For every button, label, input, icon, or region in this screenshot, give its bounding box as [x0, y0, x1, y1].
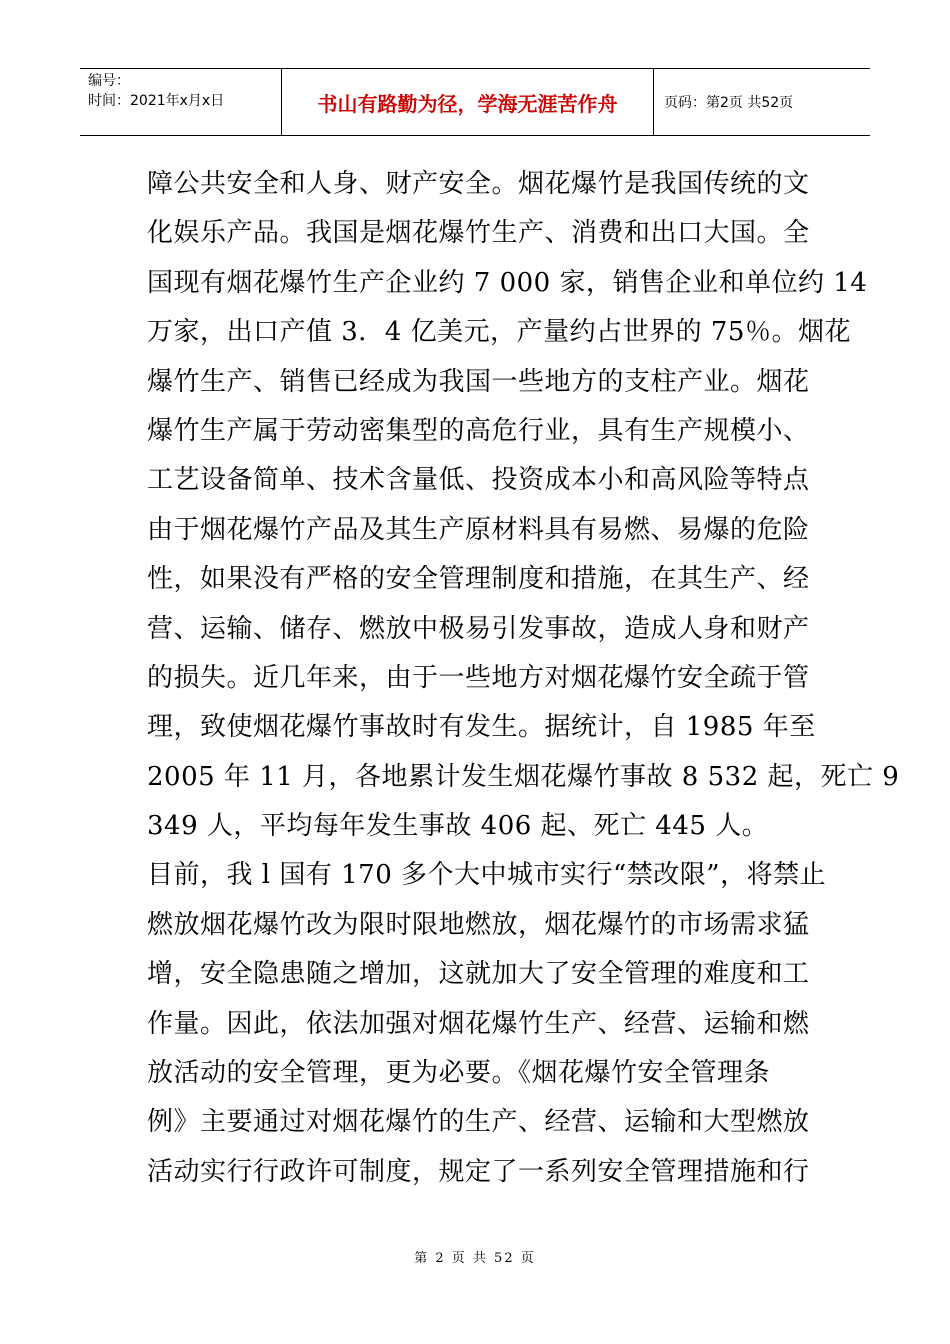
- number-label: 编号：: [88, 73, 130, 89]
- header-page-cell: [654, 69, 870, 135]
- body-line: 放活动的安全管理，更为必要。《烟花爆竹安全管理条: [147, 1058, 771, 1089]
- body-line: 例》主要通过对烟花爆竹的生产、经营、运输和大型燃放: [147, 1107, 810, 1138]
- body-line: 化娱乐产品。我国是烟花爆竹生产、消费和出口大国。全: [147, 218, 810, 249]
- body-line: 的损失。近几年来，由于一些地方对烟花爆竹安全疏于管: [147, 662, 810, 693]
- body-line: 爆竹生产、销售已经成为我国一些地方的支柱产业。烟花: [147, 366, 810, 397]
- body-line: 国现有烟花爆竹生产企业约 7 000 家，销售企业和单位约 14: [147, 267, 868, 298]
- body-line: 作量。因此，依法加强对烟花爆竹生产、经营、运输和燃: [147, 1008, 810, 1039]
- body-line: 性，如果没有严格的安全管理制度和措施，在其生产、经: [147, 564, 810, 595]
- body-line: 营、运输、储存、燃放中极易引发事故，造成人身和财产: [147, 613, 810, 644]
- body-line: 增，安全隐患随之增加，这就加大了安全管理的难度和工: [147, 959, 810, 990]
- page-header: [80, 68, 870, 136]
- body-line: 障公共安全和人身、财产安全。烟花爆竹是我国传统的文: [147, 169, 810, 199]
- body-line: 2005 年 11 月，各地累计发生烟花爆竹事故 8 532 起，死亡 9: [147, 761, 900, 792]
- body-line: 目前，我 l 国有 170 多个大中城市实行“禁改限”，将禁止: [147, 860, 827, 891]
- body-line: 理，致使烟花爆竹事故时有发生。据统计，自 1985 年至: [147, 712, 816, 743]
- body-line: 燃放烟花爆竹改为限时限地燃放，烟花爆竹的市场需求猛: [147, 909, 810, 940]
- motto-text: 书山有路勤为径，学海无涯苦作舟: [317, 91, 618, 116]
- date-label: 时间：2021年x月x日: [88, 93, 225, 109]
- header-motto-cell: [282, 69, 654, 135]
- document-body: [147, 160, 900, 1197]
- body-line: 工艺设备简单、技术含量低、投资成本小和高风险等特点: [147, 465, 810, 496]
- body-line: 活动实行行政许可制度，规定了一系列安全管理措施和行: [147, 1156, 810, 1187]
- footer-page-number: 第 2 页 共 52 页: [414, 1251, 536, 1266]
- body-line: 万家，出口产值 3．4 亿美元，产量约占世界的 75％。烟花: [147, 317, 851, 348]
- body-line: 349 人，平均每年发生事故 406 起、死亡 445 人。: [147, 811, 769, 842]
- header-meta-cell: [80, 69, 282, 135]
- body-line: 爆竹生产属于劳动密集型的高危行业，具有生产规模小、: [147, 415, 810, 446]
- page-info: 页码：第2页 共52页: [664, 95, 794, 111]
- page-footer: [0, 1247, 950, 1266]
- body-line: 由于烟花爆竹产品及其生产原材料具有易燃、易爆的危险: [147, 514, 810, 545]
